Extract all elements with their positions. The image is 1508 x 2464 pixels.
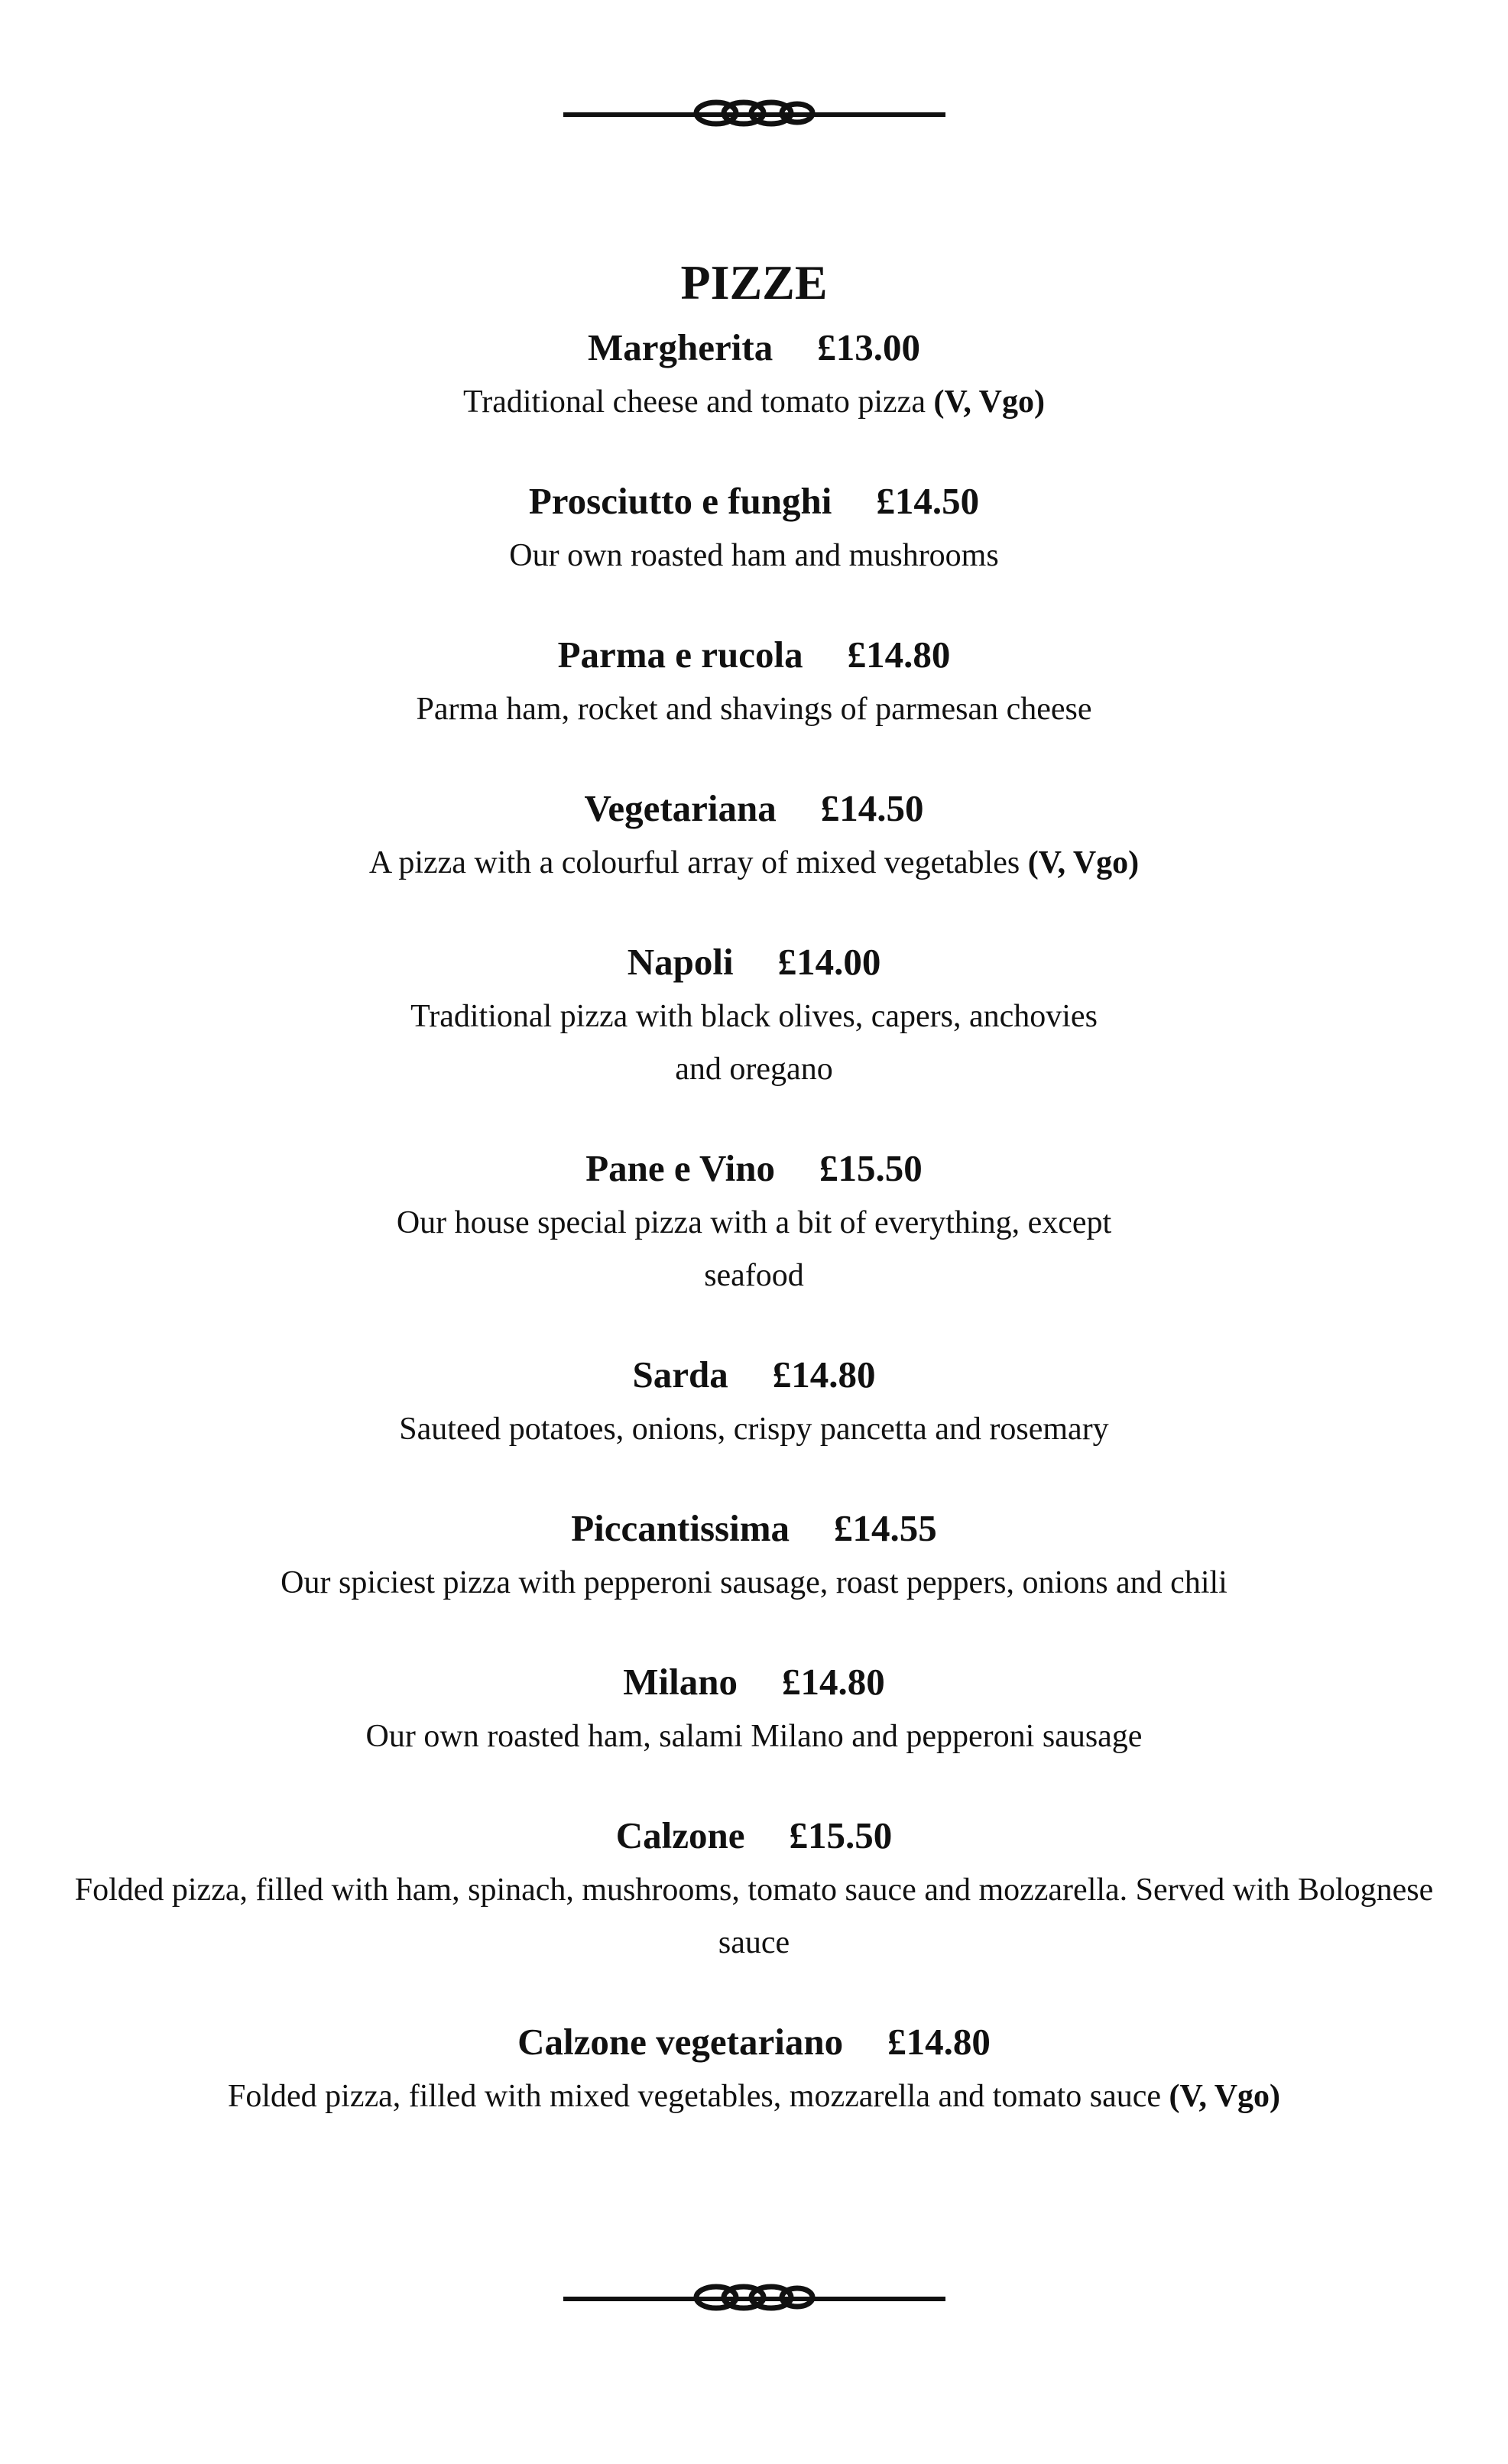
menu-item-name: Milano	[623, 1661, 738, 1703]
menu-item-description-text: Parma ham, rocket and shavings of parmesan cheese	[416, 692, 1092, 727]
menu-item-description-text: Our spiciest pizza with pepperoni sausage, roast peppers, onions and chili	[281, 1565, 1227, 1600]
scroll-flourish-icon	[0, 92, 1508, 138]
menu-item-description-text: Our own roasted ham and mushrooms	[509, 538, 999, 573]
menu-item-name: Piccantissima	[571, 1507, 790, 1549]
menu-item-price: £15.50	[819, 1147, 923, 1189]
menu-item-heading	[0, 323, 1508, 373]
menu-item-description	[0, 683, 1508, 736]
menu-item-description-text: Folded pizza, filled with mixed vegetables, mozzarella and tomato sauce	[227, 2079, 1169, 2114]
menu-item-price: £14.00	[777, 941, 881, 983]
menu-item-description	[365, 1197, 1144, 1302]
menu-item-price: £14.50	[820, 787, 924, 829]
menu-item-price: £14.50	[876, 480, 980, 522]
menu-item-heading	[0, 1503, 1508, 1554]
menu-item-description	[0, 1710, 1508, 1763]
menu-item-price: £15.50	[789, 1814, 893, 1856]
menu-item	[0, 783, 1508, 890]
menu-item-description	[410, 990, 1098, 1096]
menu-item-description-text: A pizza with a colourful array of mixed vegetables	[368, 845, 1028, 880]
menu-item-heading	[0, 937, 1508, 987]
menu-item-name: Sarda	[632, 1354, 728, 1396]
menu-item-description	[0, 1557, 1508, 1610]
section-title: PIZZE	[680, 255, 828, 310]
menu-item-description	[0, 530, 1508, 582]
menu-item	[0, 937, 1508, 1096]
menu-item	[0, 476, 1508, 582]
menu-item-heading	[0, 1350, 1508, 1400]
menu-item-name: Vegetariana	[584, 787, 777, 829]
menu-item-description-text: Our house special pizza with a bit of everything, except seafood	[396, 1205, 1112, 1293]
menu-item-price: £14.55	[834, 1507, 937, 1549]
menu-item-heading	[0, 476, 1508, 527]
menu-item-description	[0, 837, 1508, 890]
menu-item-price: £14.80	[772, 1354, 876, 1396]
menu-item-description	[0, 2070, 1508, 2123]
menu-item	[0, 2017, 1508, 2123]
menu-item-heading	[0, 1143, 1508, 1194]
menu-item-heading	[0, 2017, 1508, 2067]
menu-item-name: Calzone vegetariano	[517, 2021, 844, 2063]
scroll-flourish-icon	[0, 2276, 1508, 2322]
dietary-tag: (V, Vgo)	[1169, 2079, 1281, 2114]
dietary-tag: (V, Vgo)	[933, 384, 1045, 420]
menu-item-name: Margherita	[588, 326, 773, 368]
menu-item-heading	[0, 783, 1508, 834]
menu-item-heading	[0, 630, 1508, 680]
dietary-tag: (V, Vgo)	[1027, 845, 1140, 880]
menu-item-price: £13.00	[817, 326, 920, 368]
menu-item-price: £14.80	[781, 1661, 885, 1703]
menu-item-name: Prosciutto e funghi	[528, 480, 832, 522]
menu-item-description-text: Traditional pizza with black olives, capers, anchovies and oregano	[410, 999, 1098, 1087]
menu-item	[0, 1143, 1508, 1302]
menu-item	[0, 323, 1508, 429]
menu-item-name: Parma e rucola	[557, 634, 803, 676]
menu-item-price: £14.80	[847, 634, 951, 676]
menu-item-heading	[0, 1657, 1508, 1707]
menu-item-name: Pane e Vino	[585, 1147, 775, 1189]
menu-item	[0, 1503, 1508, 1610]
menu-item	[0, 630, 1508, 736]
menu-item-price: £14.80	[887, 2021, 991, 2063]
menu-item-description-text: Our own roasted ham, salami Milano and pepperoni sausage	[365, 1719, 1143, 1754]
menu-item	[0, 1350, 1508, 1456]
menu-item-description	[0, 1403, 1508, 1456]
menu-item	[0, 1657, 1508, 1763]
pizza-menu	[0, 252, 1508, 2123]
menu-item-name: Napoli	[627, 941, 734, 983]
menu-item-description	[0, 376, 1508, 429]
menu-item-description-text: Sauteed potatoes, onions, crispy pancetta and rosemary	[399, 1412, 1109, 1447]
menu-item-description	[44, 1864, 1465, 1970]
menu-item-description-text: Traditional cheese and tomato pizza	[463, 384, 934, 420]
menu-item	[0, 1811, 1508, 1970]
menu-item-heading	[0, 1811, 1508, 1861]
menu-item-name: Calzone	[615, 1814, 745, 1856]
menu-item-description-text: Folded pizza, filled with ham, spinach, mushrooms, tomato sauce and mozzarella. Served with Bolognese sauce	[74, 1872, 1434, 1960]
